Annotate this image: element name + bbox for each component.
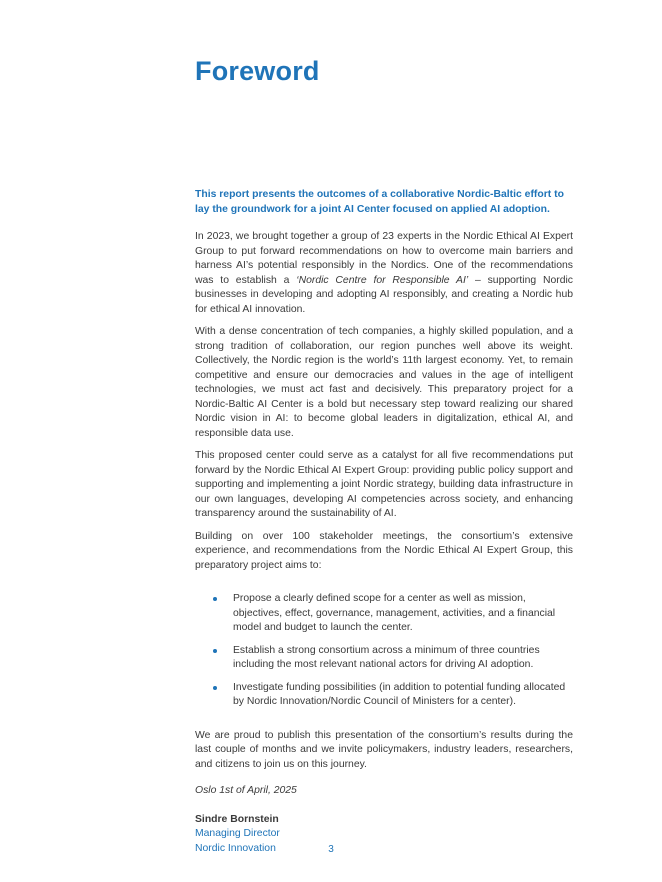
paragraph-project-aims: Building on over 100 stakeholder meetings, the consortium’s extensive experience, and recommendations from the Nordic Ethical AI Expert Group, this preparatory project aims to: [195, 530, 573, 571]
signatory-organization: Nordic Innovation [195, 842, 276, 854]
paragraph-center-catalyst: This proposed center could serve as a catalyst for all five recommendations put forward by the Nordic Ethical AI Expert Group: providing public policy support and supporting and implementing a joint Nordic strategy, building data infrastructure in our own languages, developing AI competencies across society, and enhancing transparency around the sustainability of AI. [195, 450, 573, 519]
list-item [195, 644, 573, 673]
bullet-icon [213, 686, 217, 690]
paragraph-expert-group [195, 230, 573, 317]
paragraph-expert-group-text-end: – supporting Nordic businesses in developing and adopting AI responsibly, and creating a Nordic hub for ethical AI innovation. [195, 274, 573, 315]
signatory-name: Sindre Bornstein [195, 813, 279, 825]
page-number: 3 [328, 844, 334, 855]
bullet-icon [213, 649, 217, 653]
foreword-body [195, 187, 573, 856]
bullet-icon [213, 597, 217, 601]
list-item [195, 681, 573, 710]
list-item-text: Investigate funding possibilities (in addition to potential funding allocated by Nordic Innovation/Nordic Council of Ministers for a center). [233, 681, 566, 707]
paragraph-expert-group-text: In 2023, we brought together a group of 23 experts in the Nordic Ethical AI Expert Group to put forward recommendations on how to overcome main barriers and harness AI’s potential responsibly in the Nordics. One of the recommendations was to establish a [195, 231, 573, 286]
date-line: Oslo 1st of April, 2025 [195, 785, 297, 796]
nordic-centre-quote: ‘Nordic Centre for Responsible AI’ [296, 274, 469, 286]
paragraph-invitation: We are proud to publish this presentation of the consortium’s results during the last couple of months and we invite policymakers, industry leaders, researchers, and citizens to join us on this journey. [195, 729, 573, 770]
list-item [195, 592, 573, 636]
page-title: Foreword [195, 56, 320, 86]
signatory-role: Managing Director [195, 828, 280, 839]
list-item-text: Establish a strong consortium across a minimum of three countries including the most relevant national actors for driving AI adoption. [233, 644, 540, 670]
paragraph-region: With a dense concentration of tech companies, a highly skilled population, and a strong tradition of collaboration, our region punches well above its weight. Collectively, the Nordic region is the world’s 11th largest economy. Yet, to remain competitive and ensure our democracies and values in the age of intelligent technologies, we must act fast and decisively. This preparatory project for a Nordic-Baltic AI Center is a bold but necessary step toward realizing our shared Nordic vision in AI: to become global leaders in digitalization, ethical AI, and responsible data use. [195, 326, 573, 439]
lead-paragraph: This report presents the outcomes of a collaborative Nordic-Baltic effort to lay the groundwork for a joint AI Center focused on applied AI adoption. [195, 189, 564, 215]
list-item-text: Propose a clearly defined scope for a center as well as mission, objectives, effect, governance, management, activities, and a financial model and budget to launch the center. [233, 593, 556, 633]
aims-list [195, 592, 573, 710]
